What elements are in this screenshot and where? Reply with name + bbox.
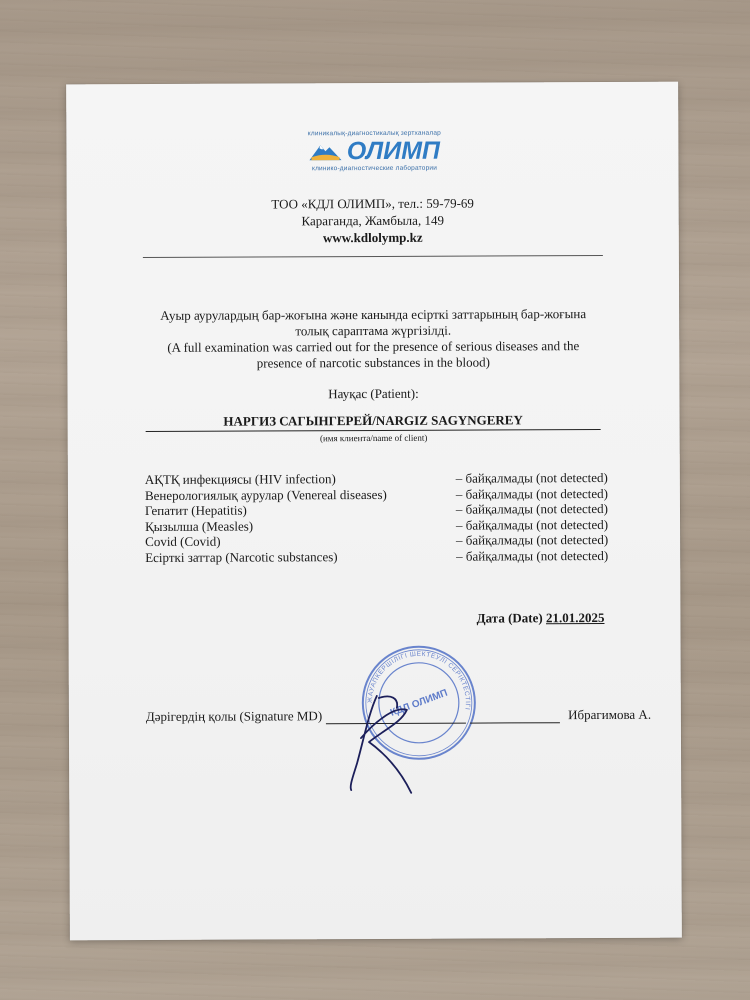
test-name: АҚТҚ инфекциясы (HIV infection) [144, 471, 336, 487]
patient-label: Науқас (Patient): [328, 385, 419, 402]
header-divider [143, 255, 603, 258]
test-name: Венерологиялық аурулар (Venereal diseases) [144, 486, 387, 503]
examination-statement [127, 306, 619, 372]
statement-kz-line2: толық сараптама жүргізілді. [295, 322, 452, 339]
company-address: Караганда, Жамбыла, 149 [301, 212, 444, 229]
company-website: www.kdlolymp.kz [322, 229, 423, 246]
statement-en-line1: (A full examination was carried out for the presence of serious diseases and the [167, 338, 580, 355]
test-result: – байқалмады (not detected) [455, 516, 609, 533]
test-result: – байқалмады (not detected) [455, 469, 608, 486]
doctor-name: Ибрагимова А. [568, 706, 652, 723]
test-name: Гепатит (Hepatitis) [144, 502, 247, 518]
date-value: 21.01.2025 [545, 609, 605, 626]
test-result: – байқалмады (not detected) [455, 500, 609, 517]
test-result: – байқалмады (not detected) [456, 547, 609, 564]
contact-block [67, 194, 679, 248]
signature-label: Дәрігердің қолы (Signature MD) [145, 708, 323, 724]
test-name: Есірткі заттар (Narcotic substances) [145, 548, 338, 565]
company-phone: ТОО «КДЛ ОЛИМП», тел.: 59-79-69 [271, 195, 474, 212]
results-list [145, 470, 608, 565]
logo-top-text: клиникалық-диагностикалық зертханалар [307, 129, 441, 138]
date-line [477, 610, 605, 627]
lab-logo [304, 130, 444, 177]
signature-blank-2 [470, 710, 560, 723]
stamp-center-text: КДЛ ОЛИМП [388, 687, 450, 719]
logo-name: ОЛИМП [346, 136, 441, 166]
date-label: Дата (Date) [476, 610, 543, 626]
document-sheet [66, 82, 682, 941]
test-result: – байқалмады (not detected) [455, 485, 608, 502]
statement-en-line2: presence of narcotic substances in the blood) [256, 354, 490, 371]
logo-bottom-text: клинико-диагностические лаборатории [311, 164, 438, 173]
statement-kz-line1: Ауыр аурулардың бар-жоғына және канында есірткі заттарының бар-жоғына [160, 306, 587, 323]
handwritten-signature [339, 668, 430, 808]
client-caption: (имя клиента/name of client) [319, 432, 428, 444]
test-result: – байқалмады (not detected) [455, 531, 609, 548]
stamp-ring-text: ЖАУАПКЕРШІЛІГІ ШЕКТЕУЛІ СЕРІКТЕСТІГІ [366, 650, 471, 711]
patient-name: НАРГИЗ САГЫНГЕРЕЙ/NARGIZ SAGYNGEREY [146, 412, 601, 432]
test-name: Covid (Covid) [145, 533, 221, 549]
result-row [145, 547, 608, 565]
test-name: Қызылша (Measles) [145, 518, 254, 534]
mountain-logo-icon [309, 140, 343, 162]
